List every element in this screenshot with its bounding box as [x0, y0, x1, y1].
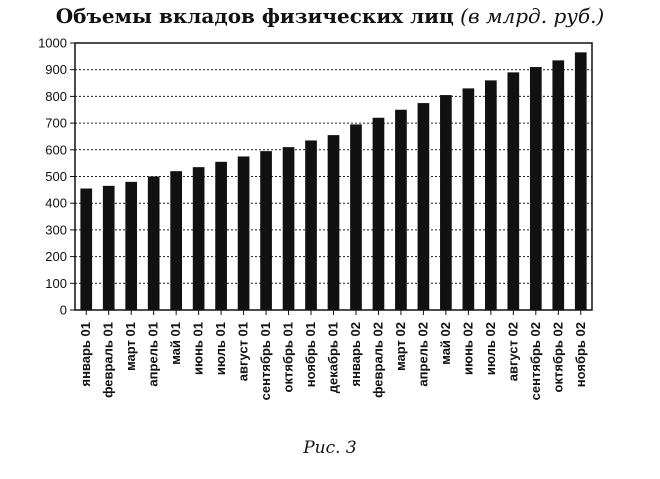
- bar-16: [418, 103, 430, 310]
- x-tick-label: февраль 01: [100, 322, 116, 398]
- chart-title-main: Объемы вкладов физических лиц: [55, 4, 454, 28]
- y-axis-ticks: [38, 36, 75, 318]
- x-tick-label: сентябрь 02: [527, 322, 543, 401]
- x-tick-label: июнь 02: [460, 322, 476, 376]
- x-tick-label: ноябрь 01: [303, 322, 319, 388]
- bar-6: [193, 167, 205, 310]
- bar-12: [328, 135, 340, 310]
- x-tick-label: март 02: [392, 322, 408, 371]
- bar-18: [463, 88, 475, 310]
- bar-5: [170, 171, 182, 310]
- bar-23: [575, 52, 587, 310]
- x-tick-label: май 01: [168, 322, 184, 365]
- y-tick-label: 400: [45, 195, 67, 211]
- y-tick-label: 0: [59, 302, 67, 318]
- bar-21: [530, 67, 542, 310]
- x-tick-label: октябрь 02: [550, 322, 566, 393]
- x-tick-label: январь 01: [78, 322, 94, 387]
- x-tick-label: сентябрь 01: [258, 322, 274, 401]
- x-tick-label: июль 02: [482, 322, 498, 376]
- bar-4: [148, 177, 160, 311]
- y-tick-label: 600: [45, 142, 67, 158]
- y-tick-label: 900: [45, 62, 67, 78]
- bars: [80, 52, 586, 310]
- x-tick-label: август 02: [505, 322, 521, 382]
- x-tick-label: апрель 01: [145, 322, 161, 387]
- x-tick-label: декабрь 01: [325, 322, 341, 394]
- chart-title-unit: (в млрд. руб.): [460, 4, 605, 28]
- x-tick-label: июнь 01: [190, 322, 206, 376]
- x-tick-label: август 01: [235, 322, 251, 382]
- bar-22: [552, 60, 564, 310]
- bar-3: [125, 182, 137, 310]
- bar-17: [440, 95, 452, 310]
- bar-2: [103, 186, 115, 310]
- bar-13: [350, 124, 362, 310]
- x-tick-label: февраль 02: [370, 322, 386, 398]
- y-tick-label: 200: [45, 249, 67, 265]
- y-tick-label: 300: [45, 222, 67, 238]
- bar-1: [80, 189, 92, 310]
- bar-15: [395, 110, 407, 310]
- x-tick-label: июль 01: [213, 322, 229, 376]
- bar-7: [215, 162, 227, 310]
- x-tick-label: апрель 02: [415, 322, 431, 387]
- x-tick-label: май 02: [437, 322, 453, 365]
- y-tick-label: 1000: [38, 35, 67, 51]
- bar-19: [485, 80, 497, 310]
- bar-11: [305, 140, 317, 310]
- x-tick-label: ноябрь 02: [572, 322, 588, 388]
- figure-caption: Рис. 3: [303, 438, 357, 458]
- bar-8: [238, 156, 250, 310]
- y-tick-label: 800: [45, 88, 67, 104]
- y-tick-label: 700: [45, 115, 67, 131]
- x-tick-label: январь 02: [347, 322, 363, 387]
- bar-10: [283, 147, 295, 310]
- y-tick-label: 100: [45, 275, 67, 291]
- bar-14: [373, 118, 385, 310]
- bar-20: [507, 72, 519, 310]
- x-tick-label: октябрь 01: [280, 322, 296, 393]
- y-tick-label: 500: [45, 169, 67, 184]
- x-tick-label: март 01: [123, 322, 139, 371]
- bar-9: [260, 151, 272, 310]
- x-axis-ticks: [78, 310, 588, 400]
